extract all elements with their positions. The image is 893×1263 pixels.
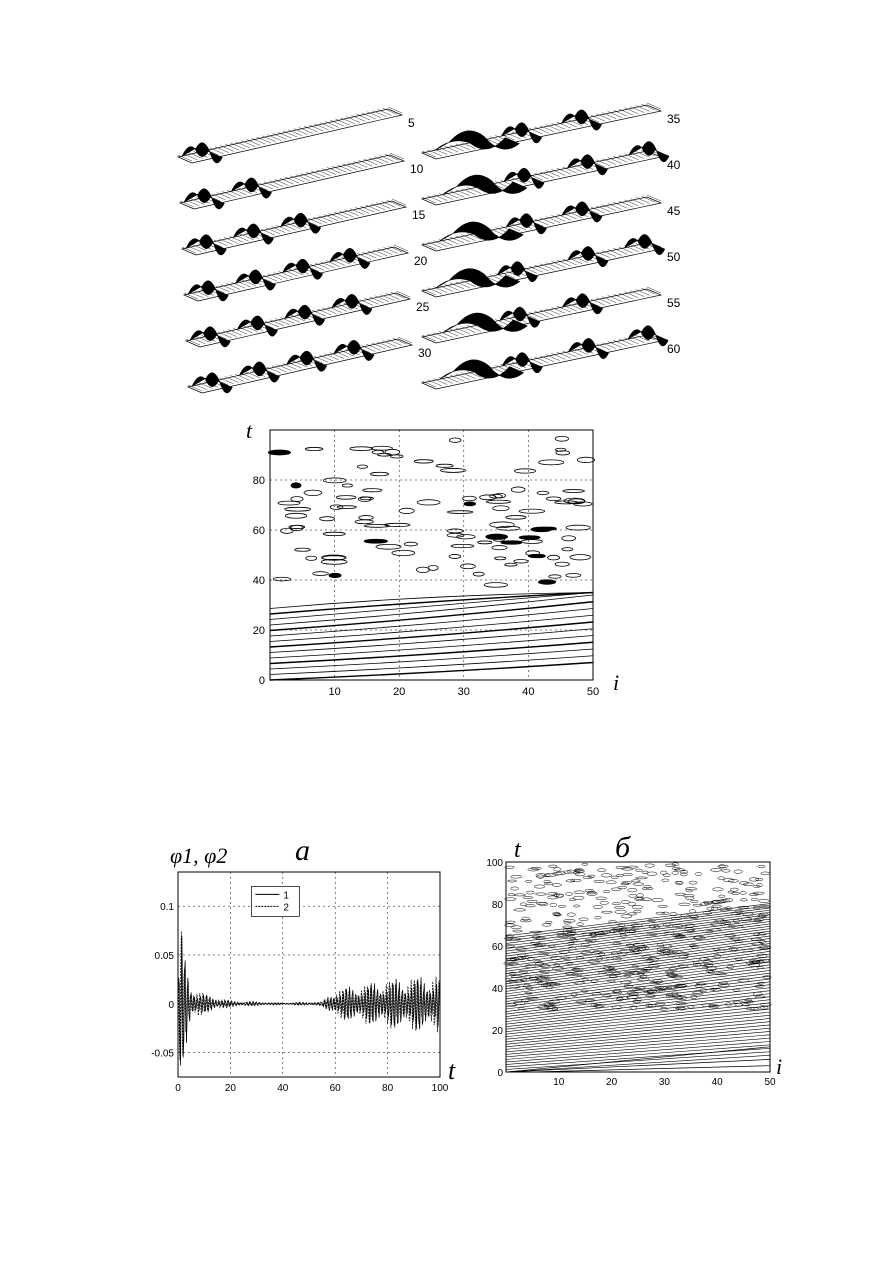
y-tick-label: 60 [252, 525, 265, 537]
y-tick-label: 0 [168, 999, 174, 1011]
x-tick-label: 40 [711, 1077, 723, 1088]
x-tick-label: 40 [277, 1083, 289, 1094]
y-tick-label: 80 [491, 900, 503, 911]
legend-label-2: 2 [283, 902, 289, 914]
x-tick-label: 0 [175, 1083, 181, 1094]
surface-base [422, 197, 661, 251]
x-tick-label: 20 [224, 1083, 236, 1094]
surfaces-right-column [422, 103, 681, 389]
strip-label: 60 [667, 342, 681, 356]
stacked-surfaces-figure [170, 95, 690, 405]
contour-ellipse [291, 483, 301, 488]
x-tick-label: 20 [393, 686, 406, 698]
x-tick-label: 50 [586, 686, 600, 698]
y-tick-label: 40 [252, 575, 265, 587]
strip-label: 35 [667, 112, 681, 126]
x-tick-label: 80 [382, 1083, 394, 1094]
strip-label: 10 [410, 162, 424, 176]
contour-ellipse [531, 527, 552, 532]
y-axis-label: φ1, φ2 [170, 843, 228, 868]
y-tick-label: 0.05 [154, 950, 174, 962]
surface-base [422, 289, 661, 343]
y-tick-label: 40 [491, 984, 503, 995]
x-axis-label: i [776, 1054, 783, 1079]
x-tick-label: 40 [522, 686, 535, 698]
strip-label: 20 [414, 254, 428, 268]
contour-ellipse [268, 450, 290, 455]
legend-label-1: 1 [283, 890, 289, 902]
y-tick-label: 80 [252, 475, 265, 487]
x-tick-label: 100 [431, 1083, 449, 1094]
y-axis-label: t [246, 418, 253, 443]
y-tick-label: 20 [252, 625, 265, 637]
x-tick-label: 30 [658, 1077, 670, 1088]
strip-label: 40 [667, 158, 681, 172]
y-tick-label: -0.05 [151, 1048, 174, 1060]
strip-label: 5 [408, 116, 415, 130]
legend-box [251, 886, 299, 916]
x-tick-label: 20 [606, 1077, 618, 1088]
contour-ellipse [538, 580, 555, 585]
x-axis-label: t [448, 1056, 456, 1085]
contour-chart-top [230, 415, 650, 715]
y-tick-label: 0.1 [160, 902, 174, 914]
y-tick-label: 0 [497, 1068, 503, 1079]
surface-strip [178, 107, 415, 163]
x-tick-label: 30 [457, 686, 470, 698]
panel-label-a: а [295, 834, 310, 867]
y-tick-label: 0 [258, 675, 265, 687]
surface-base [422, 243, 661, 297]
x-tick-label: 10 [328, 686, 341, 698]
plot-frame [178, 872, 440, 1077]
contour-ellipse [329, 573, 341, 577]
y-tick-label: 20 [491, 1026, 503, 1037]
x-tick-label: 50 [764, 1077, 776, 1088]
strip-label: 55 [667, 296, 681, 310]
contour-chart-b [480, 830, 800, 1100]
strip-label: 50 [667, 250, 681, 264]
x-axis-label: i [613, 670, 620, 695]
x-tick-label: 60 [329, 1083, 341, 1094]
panel-label-b: б [615, 831, 631, 864]
contour-ellipse [464, 502, 476, 506]
surface-base [422, 105, 661, 159]
surfaces-left-column [178, 107, 432, 393]
surface-base [422, 335, 661, 389]
strip-label: 30 [418, 346, 432, 360]
x-tick-label: 10 [553, 1077, 565, 1088]
strip-label: 45 [667, 204, 681, 218]
contour-ellipse [364, 539, 387, 543]
contour-ellipse [519, 536, 540, 539]
line-chart-a [120, 830, 480, 1100]
y-tick-label: 60 [491, 942, 503, 953]
y-axis-label: t [514, 837, 521, 863]
strip-label: 15 [412, 208, 426, 222]
contour-ellipse [501, 541, 522, 544]
y-tick-label: 100 [486, 858, 503, 869]
strip-label: 25 [416, 300, 430, 314]
contour-ellipse [529, 554, 546, 557]
surface-base [422, 151, 661, 205]
